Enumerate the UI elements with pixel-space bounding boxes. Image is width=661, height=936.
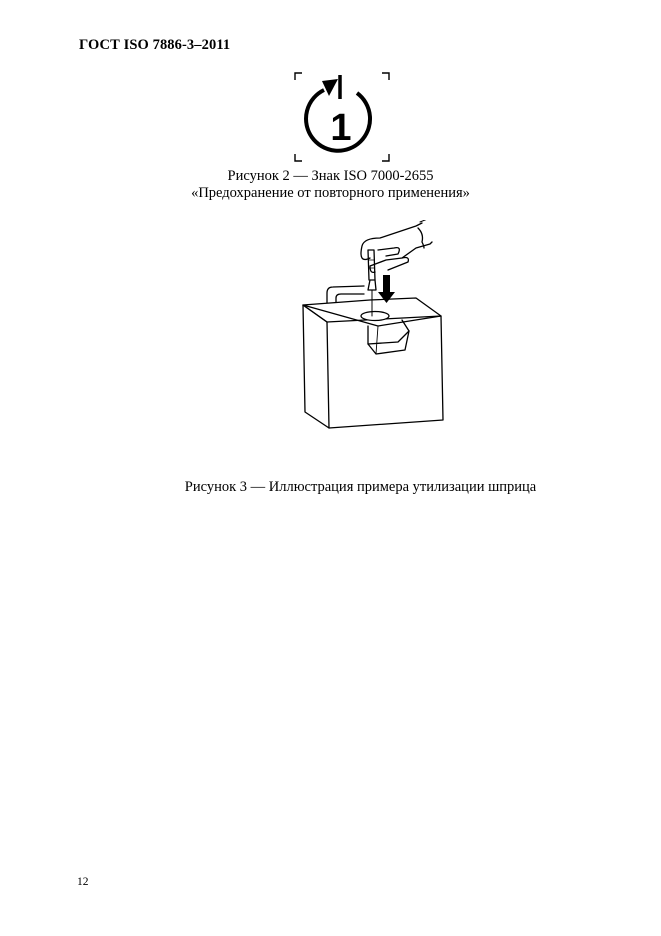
syringe-disposal-icon [298, 220, 448, 468]
figure-2-caption-subtitle: «Предохранение от повторного применения» [191, 185, 470, 201]
figure-2-symbol [293, 71, 391, 163]
figure-3-caption: Рисунок 3 — Иллюстрация примера утилизации шприца [184, 479, 537, 495]
symbol-digit: 1 [330, 107, 352, 149]
figure-3-illustration [298, 220, 448, 468]
figure-2-caption-title: Рисунок 2 — Знак ISO 7000-2655 [227, 168, 434, 184]
standard-header: ГОСТ ISO 7886-3–2011 [79, 37, 231, 53]
page-number: 12 [77, 876, 89, 888]
prevent-reuse-symbol-icon [293, 71, 391, 163]
